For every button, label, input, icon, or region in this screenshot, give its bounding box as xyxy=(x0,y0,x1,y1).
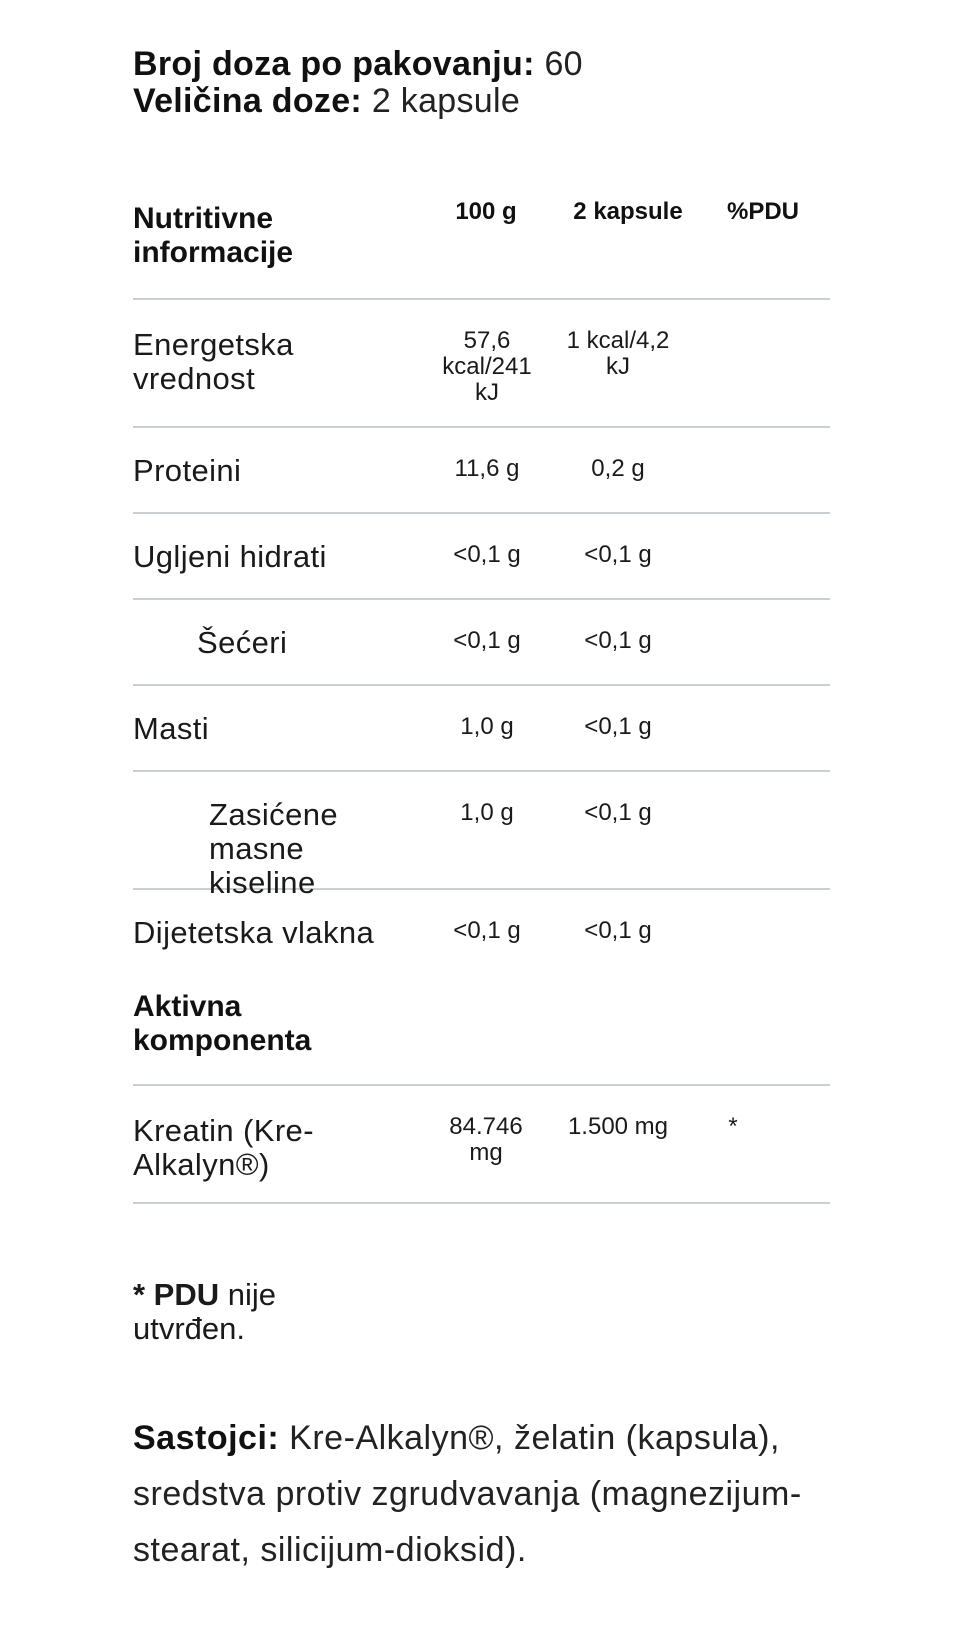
dose-count-label: Broj doza po pakovanju: xyxy=(133,45,535,83)
column-header-dose: 2 kapsule xyxy=(573,198,683,225)
dose-size-label: Veličina doze: xyxy=(133,82,363,120)
row-value-100g: <0,1 g xyxy=(453,541,521,568)
active-component-header xyxy=(133,974,830,1086)
row-name: Energetska vrednost xyxy=(133,327,294,396)
table-row-energy xyxy=(133,300,830,428)
row-name xyxy=(133,798,393,900)
row-value-100g: <0,1 g xyxy=(453,917,521,944)
row-name: Dijetetska vlakna xyxy=(133,915,375,950)
row-value-pdu: * xyxy=(728,1113,738,1140)
row-value-100g: <0,1 g xyxy=(453,627,521,654)
row-name: Šećeri xyxy=(197,625,288,660)
active-component-title: Aktivna komponenta xyxy=(133,990,312,1057)
row-value-100g: 57,6 kcal/241 kJ xyxy=(442,327,532,406)
ingredients xyxy=(133,1410,833,1578)
row-value-dose: <0,1 g xyxy=(584,917,652,944)
row-name: Proteini xyxy=(133,453,242,488)
table-row-creatine xyxy=(133,1086,830,1204)
table-header xyxy=(133,198,830,300)
table-title: Nutritivne informacije xyxy=(133,202,294,269)
table-row-sugars xyxy=(133,600,830,686)
row-value-dose: 1.500 mg xyxy=(567,1113,669,1140)
row-name: Kreatin (Kre-Alkalyn®) xyxy=(133,1113,314,1182)
row-value-100g: 11,6 g xyxy=(454,455,520,482)
row-value-dose: <0,1 g xyxy=(584,799,652,826)
row-value-100g: 84.746 mg xyxy=(449,1113,523,1166)
pdu-footnote xyxy=(133,1278,383,1346)
row-value-100g: 1,0 g xyxy=(460,799,514,826)
footnote-star: * PDU xyxy=(133,1277,220,1312)
table-row-protein xyxy=(133,428,830,514)
dose-info xyxy=(133,46,583,120)
row-name: Masti xyxy=(133,711,210,746)
row-value-dose: 0,2 g xyxy=(591,455,645,482)
ingredients-text: Kre-Alkalyn®, želatin (kapsula), sredstva protiv zgrudvavanja (magnezijum-stearat, silicijum-dioksid). xyxy=(133,1419,802,1569)
column-header-pdu: %PDU xyxy=(726,198,799,225)
row-name-text: Zasićene masne kiseline xyxy=(209,797,338,900)
row-value-dose: <0,1 g xyxy=(584,713,652,740)
row-value-100g: 1,0 g xyxy=(460,713,514,740)
table-row-carbs xyxy=(133,514,830,600)
table-row-fiber xyxy=(133,890,830,974)
column-header-100g: 100 g xyxy=(455,198,517,225)
row-value-dose: <0,1 g xyxy=(584,541,652,568)
dose-size-line xyxy=(133,83,583,120)
ingredients-label: Sastojci: xyxy=(133,1419,280,1457)
dose-count-line xyxy=(133,46,583,83)
dose-size-value: 2 kapsule xyxy=(371,82,521,120)
table-row-saturated-fat xyxy=(133,772,830,900)
row-value-dose: 1 kcal/4,2 kJ xyxy=(566,327,670,380)
footnote-text: nije utvrđen. xyxy=(133,1277,277,1346)
row-name: Ugljeni hidrati xyxy=(133,539,327,574)
nutrition-table xyxy=(133,198,830,1204)
row-value-dose: <0,1 g xyxy=(584,627,652,654)
table-row-fat xyxy=(133,686,830,772)
dose-count-value: 60 xyxy=(544,45,583,83)
